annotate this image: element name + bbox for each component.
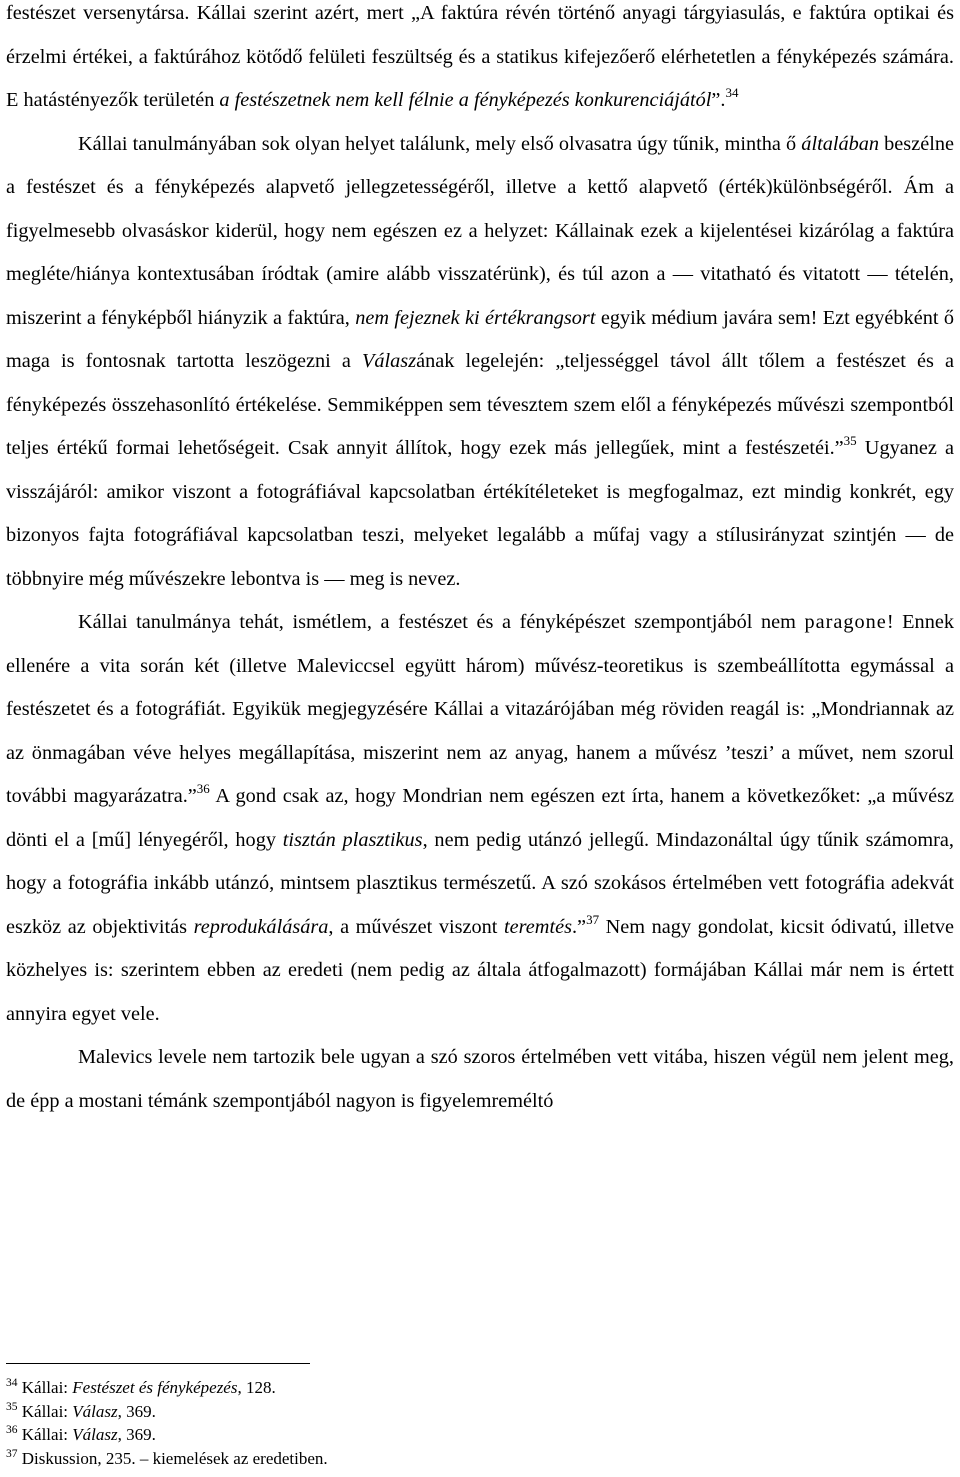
italic-text: Válasz	[72, 1425, 118, 1444]
text-run: beszélne a festészet és a fényképezés alapvető jellegzetességéről, illetve a kettő alapvető (érték)különbségéről. Ám a figyelmesebb olvasáskor kiderül, hogy nem egészen ez a helyzet: Kállainak ezek a kijelentései kizárólag a faktúra megléte/hiánya kontextusában íródtak (amire alább visszatérünk), és túl azon a — vitatható és vitatott — tételén, miszerint a fényképből hiányzik a faktúra,	[6, 132, 954, 329]
footnote-reference: 37	[586, 911, 600, 927]
text-run: ! Ennek ellenére a vita során két (illetve Maleviccsel együtt három) művész-teoretikus is szembeállította egymással a festészetet és a fotográfiát. Egyikük megjegyzésére Kállai a vitazárójában még röviden reagál is: „Mondriannak az az önmagában véve helyes megállapítása, miszerint nem az anyag, hanem a művész ’teszi’ a művet, nem szorul további magyarázatra.”	[6, 611, 954, 807]
text-run: Ugyanez a visszájáról: amikor viszont a fotográfiával kapcsolatban értékítéleteket is megfogalmaz, ezt mindig konkrét, egy bizonyos fajta fotográfiával kapcsolatban teszi, melyeket legalább a műfaj vagy a stílusirányzat szintjén — de többnyire még művészekre lebontva is — meg is nevez.	[6, 437, 954, 590]
footnote-35	[6, 1400, 906, 1424]
footnote-reference: 34	[725, 85, 739, 100]
footnote-number: 36	[6, 1424, 18, 1436]
italic-text: a festészetnek nem kell félnie a fényképezés konkurenciájától	[219, 89, 712, 111]
footnote-divider	[6, 1363, 310, 1364]
text-run: Kállai:	[21, 1425, 73, 1444]
text-run: , 369.	[117, 1401, 156, 1421]
text-run: egyik médium javára sem! Ezt egyébként ő maga is fontosnak tartotta leszögezni a	[6, 306, 954, 372]
paragraph-2	[6, 123, 954, 602]
italic-text: reprodukálására	[193, 915, 329, 938]
italic-text: Festészet és fényképezés	[72, 1378, 238, 1397]
text-run: , 369.	[117, 1425, 156, 1444]
text-run: , 128.	[237, 1378, 276, 1397]
italic-text: tisztán plasztikus	[282, 828, 423, 851]
text-run: Kállai tanulmányában sok olyan helyet találunk, mely első olvasatra úgy tűnik, mintha ő	[78, 132, 802, 155]
italic-text: nem fejeznek ki értékrangsort	[355, 306, 596, 329]
paragraph-4	[6, 1036, 954, 1123]
footnote-reference: 36	[196, 781, 210, 796]
text-run: Malevics levele nem tartozik bele ugyan a szó szoros értelmében vett vitába, hiszen végül nem jelent meg, de épp a mostani témánk szempontjából nagyon is figyelemreméltó	[6, 1046, 954, 1112]
spaced-text: paragone	[804, 611, 887, 633]
footnote-34	[6, 1376, 906, 1400]
footnote-number: 37	[6, 1447, 18, 1460]
italic-text: Válasz	[72, 1401, 118, 1421]
text-run: Kállai:	[21, 1401, 73, 1421]
text-run: , a művészet viszont	[328, 915, 505, 938]
text-run: ának legelején: „teljességgel távol állt tőlem a festészet és a fényképezés összehasonlító értékelése. Semmiképpen sem tévesztem szem elől a fényképezés művészi szempontból teljes értékű formai lehetőségeit. Csak annyit állítok, hogy ezek más jellegűek, mint a festészetéi.”	[6, 350, 954, 459]
text-run: Nem nagy gondolat, kicsit ódivatú, illetve közhelyes is: szerintem ebben az eredeti (nem pedig az általa átfogalmazott) formájában Kállai már nem is értett annyira egyet vele.	[6, 915, 955, 1025]
italic-text: Válasz	[362, 350, 417, 372]
text-run: festészet versenytársa. Kállai szerint azért, mert „A faktúra révén történő anyagi tárgyiasulás, e faktúra optikai és érzelmi értékei, a faktúrához kötődő felületi feszültség és a statikus kifejezőerő elérhetetlen a fényképezés számára. E hatástényezők területén	[6, 2, 954, 111]
text-run: Kállai tanulmánya tehát, ismétlem, a festészet és a fényképészet szempontjából nem	[78, 611, 805, 633]
text-run: , nem pedig utánzó jellegű. Mindazonáltal úgy tűnik számomra, hogy a fotográfia inkább utánzó, mintsem plasztikus természetű. A szó szokásos értelmében vett fotográfia adekvát eszköz az objektivitás	[6, 828, 954, 938]
footnote-37	[6, 1447, 906, 1471]
text-run: Kállai:	[21, 1378, 73, 1397]
footnote-number: 35	[6, 1400, 18, 1413]
text-run: Diskussion, 235. – kiemelések az eredetiben.	[21, 1448, 328, 1468]
text-run: A gond csak az, hogy Mondrian nem egészen ezt írta, hanem a következőket: „a művész dönti el a [mű] lényegéről, hogy	[6, 785, 954, 851]
text-run: .”	[571, 915, 587, 938]
italic-text: általában	[801, 132, 880, 155]
italic-text: teremtés	[504, 915, 572, 938]
paragraph-1	[6, 0, 954, 123]
footnote-number: 34	[6, 1377, 18, 1389]
footnotes	[6, 1376, 906, 1470]
paragraph-3	[6, 601, 954, 1036]
footnote-reference: 35	[843, 433, 857, 448]
page-body	[6, 0, 954, 1123]
text-run: ”.	[711, 89, 726, 111]
footnote-36	[6, 1423, 906, 1447]
